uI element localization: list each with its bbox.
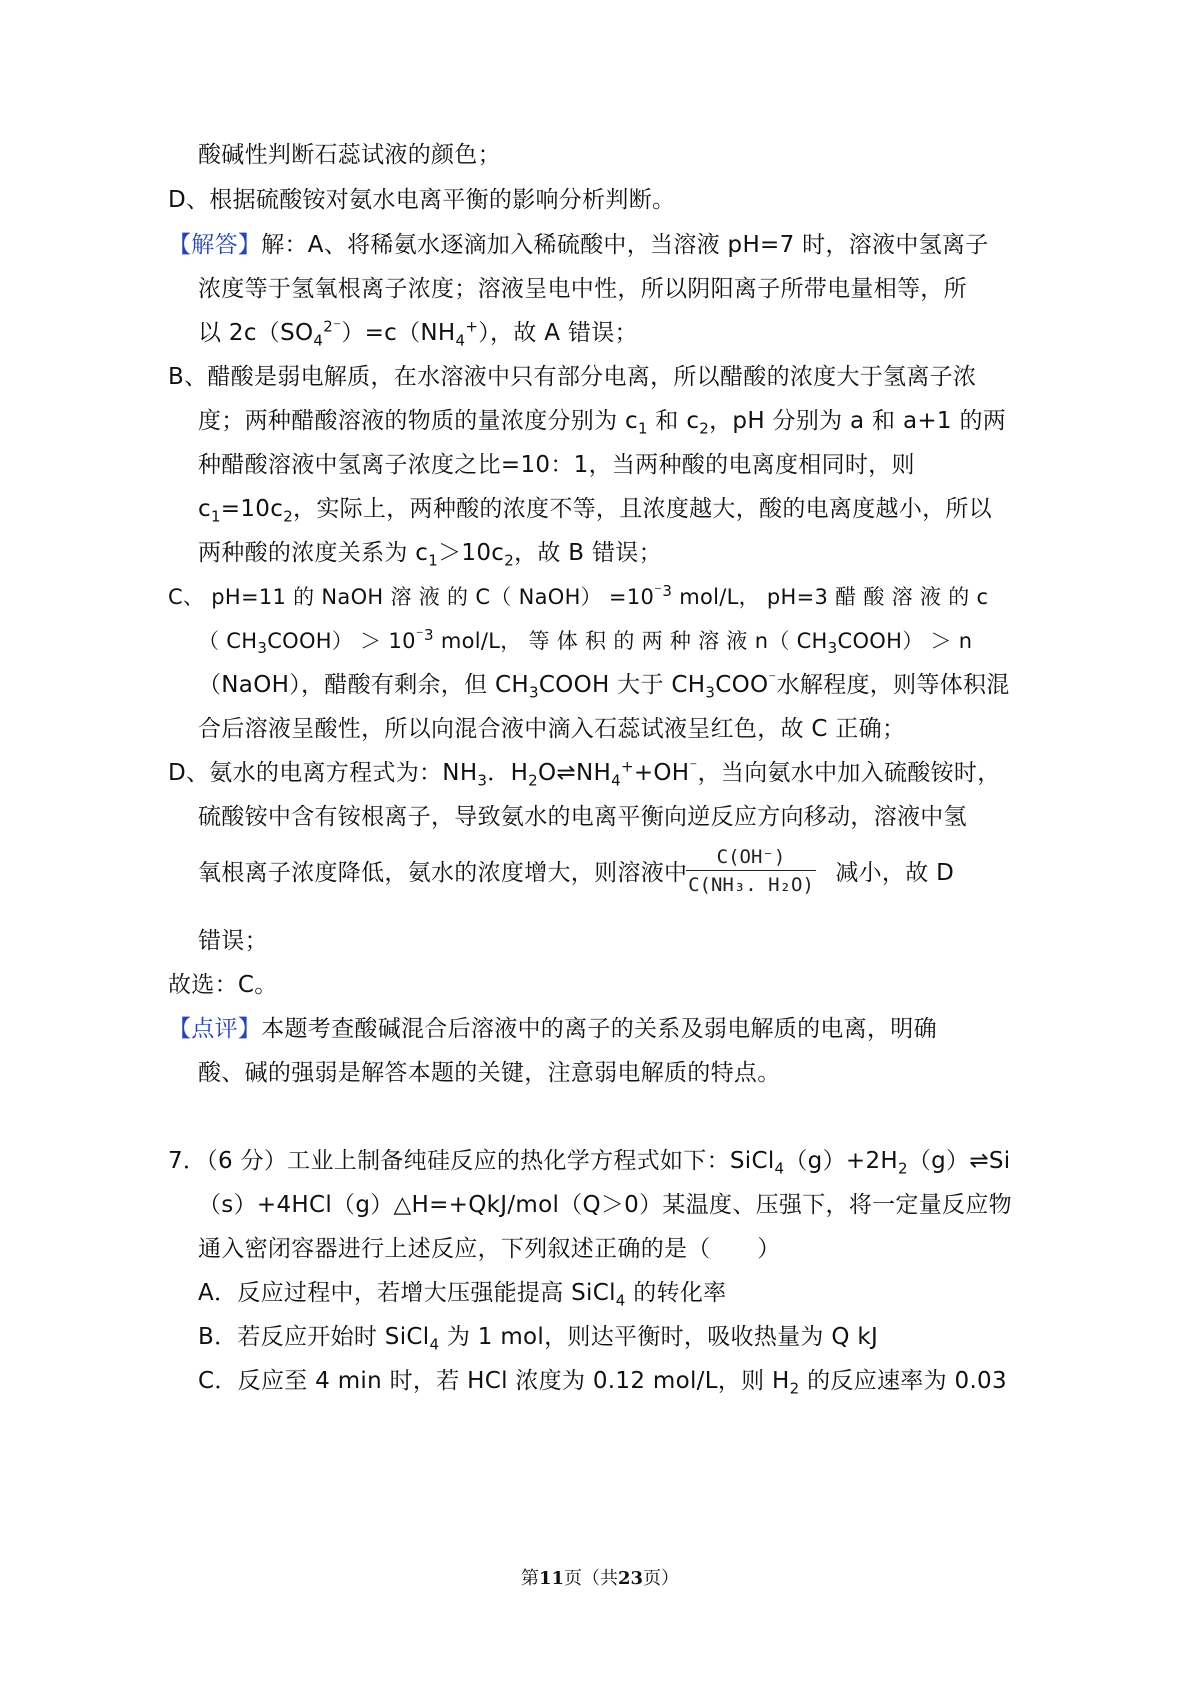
option-c: C．反应至 4 min 时，若 HCl 浓度为 0.12 mol/L，则 $H_2$ 的反应速率为 0.03 (198, 1368, 1007, 1398)
text-line: 硫酸铵中含有铵根离子，导致氨水的电离平衡向逆反应方向移动，溶液中氢 (198, 804, 967, 830)
text-line: 种醋酸溶液中氢离子浓度之比=10：1，当两种酸的电离度相同时，则 (198, 452, 915, 478)
question-7-stem: 7．（6 分）工业上制备纯硅反应的热化学方程式如下：$SiCl_4(g)+2H_2(g)\rightleftharpoons Si$ (168, 1148, 1011, 1178)
option-b: B．若反应开始时 SiCl$_4$ 为 1 mol，则达平衡时，吸收热量为 Q kJ (198, 1324, 879, 1354)
text-line: 浓度等于氢氧根离子浓度；溶液呈电中性，所以阴阳离子所带电量相等，所 (198, 276, 967, 302)
fraction-denominator: C(NH₃. H₂O) (688, 874, 814, 896)
text-line: 酸、碱的强弱是解答本题的关键，注意弱电解质的特点。 (198, 1060, 781, 1086)
text-line: 合后溶液呈酸性，所以向混合液中滴入石蕊试液呈红色，故 C 正确； (198, 716, 906, 742)
text-line: D、氨水的电离方程式为：$NH_3$．$H_2O\rightleftharpoons NH_4^++OH^{^-}$，当向氨水中加入硫酸铵时， (168, 757, 1001, 790)
question-7-stem: （s）+4HCl（g）△H=+QkJ/mol（Q＞0）某温度、压强下，将一定量反应物 (198, 1192, 1012, 1218)
comment-tag: 【点评】 (168, 1016, 262, 1042)
fraction-numerator: C(OH⁻) (716, 846, 786, 868)
text-line: 酸碱性判断石蕊试液的颜色； (198, 142, 501, 168)
text-line: 氧根离子浓度降低，氨水的浓度增大，则溶液中 减小，故 D (198, 860, 955, 886)
text-line: 以 $2c(SO_4^{2^-})=c(NH_4^+)$，故 A 错误； (198, 317, 638, 350)
text-line: （ $CH_3COOH) > 10^{^-3}$ mol/L， 等 体 积 的 两 种 溶 液 n（ $CH_3COOH) > n$ (198, 626, 973, 658)
text-line: D、根据硫酸铵对氨水电离平衡的影响分析判断。 (168, 187, 676, 213)
fraction-expression (686, 845, 816, 897)
current-page-number: 11 (538, 1568, 564, 1589)
total-pages: 23 (618, 1568, 644, 1589)
text-line: C、 pH=11 的 NaOH 溶 液 的 C（ NaOH） $=10^{^-3}$ mol/L， pH=3 醋 酸 溶 液 的 c (168, 582, 989, 609)
answer-tag: 【解答】 (168, 232, 262, 258)
text-line: $c_1=10c_2$，实际上，两种酸的浓度不等，且浓度越大，酸的电离度越小，所以 (198, 496, 993, 526)
text-line: 度；两种醋酸溶液的物质的量浓度分别为 $c_1$ 和 $c_2$，pH 分别为 a 和 a+1 的两 (198, 408, 1007, 438)
text-line: 两种酸的浓度关系为 $c_1>10c_2$，故 B 错误； (198, 540, 662, 570)
option-a: A．反应过程中，若增大压强能提高 SiCl$_4$ 的转化率 (198, 1280, 727, 1310)
question-7-stem: 通入密闭容器进行上述反应，下列叙述正确的是（ ） (198, 1236, 781, 1262)
text-line: 错误； (198, 928, 268, 954)
text-line: 故选：C。 (168, 972, 278, 998)
answer-line: 【解答】解：A、将稀氨水逐滴加入稀硫酸中，当溶液 pH=7 时，溶液中氢离子 (168, 232, 989, 258)
comment-line: 【点评】本题考查酸碱混合后溶液中的离子的关系及弱电解质的电离，明确 (168, 1016, 937, 1042)
page-footer: 第11页（共23页） (520, 1568, 680, 1589)
fraction-bar (686, 870, 816, 871)
text-line: B、醋酸是弱电解质，在水溶液中只有部分电离，所以醋酸的浓度大于氢离子浓 (168, 364, 977, 390)
text-line: （NaOH），醋酸有剩余，但 $CH_3COOH$ 大于 $CH_3COO^{^-}$水解程度，则等体积混 (198, 669, 1010, 702)
